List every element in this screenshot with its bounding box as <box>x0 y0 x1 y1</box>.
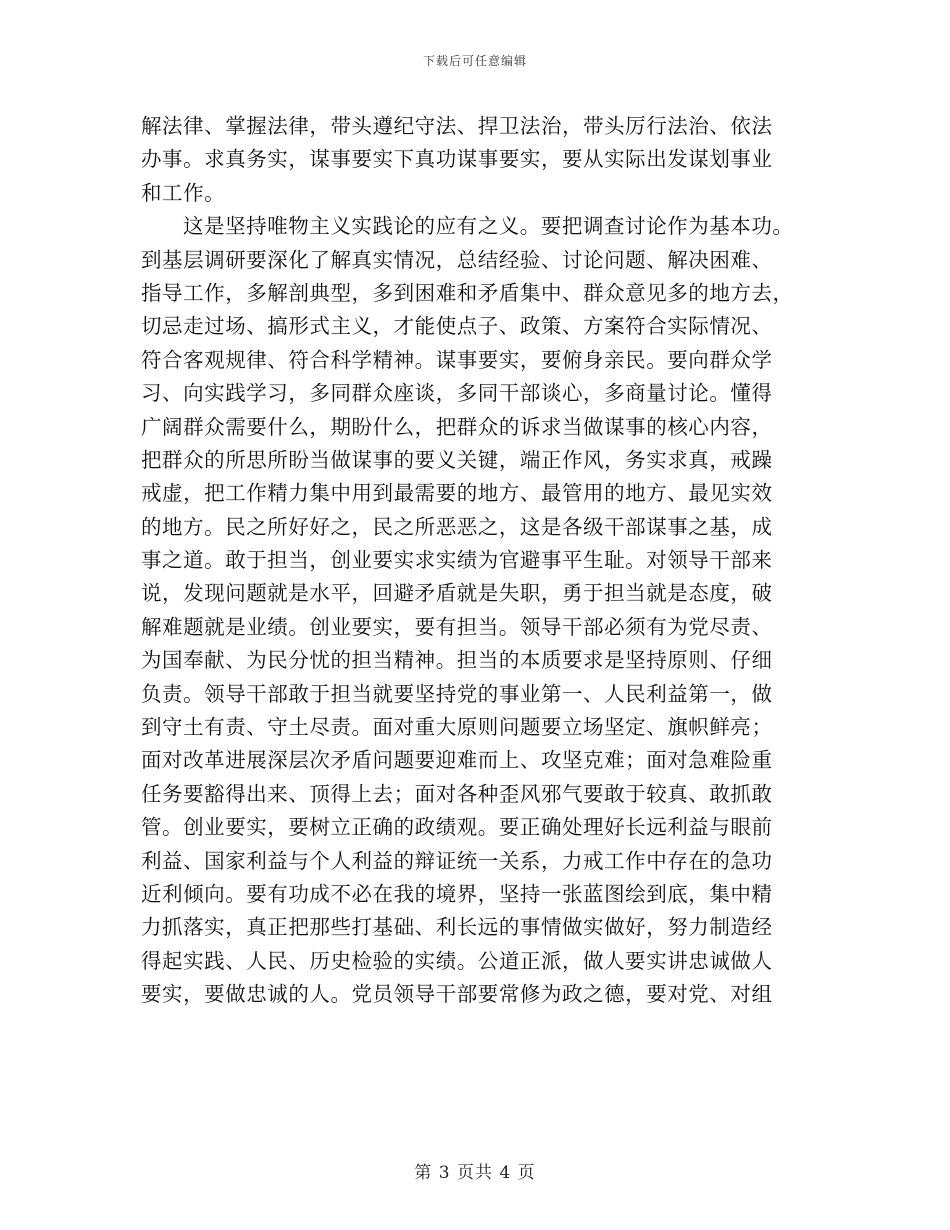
text-line: 事之道。敢于担当，创业要实求实绩为官避事平生耻。对领导干部来 <box>141 548 773 573</box>
text-line: 说，发现问题就是水平，回避矛盾就是失职，勇于担当就是态度，破 <box>141 581 773 606</box>
text-line: 到基层调研要深化了解真实情况，总结经验、讨论问题、解决困难、 <box>141 247 773 272</box>
text-line: 负责。领导干部敢于担当就要坚持党的事业第一、人民利益第一，做 <box>141 681 773 706</box>
text-line: 为国奉献、为民分忧的担当精神。担当的本质要求是坚持原则、仔细 <box>141 648 773 673</box>
page-header: 下载后可任意编辑 <box>422 54 527 68</box>
text-line: 到守土有责、守土尽责。面对重大原则问题要立场坚定、旗帜鲜亮； <box>141 715 773 740</box>
text-line: 广阔群众需要什么，期盼什么，把群众的诉求当做谋事的核心内容， <box>141 414 773 439</box>
text-line: 要实，要做忠诚的人。党员领导干部要常修为政之德，要对党、对组 <box>141 982 773 1007</box>
text-line: 近利倾向。要有功成不必在我的境界，坚持一张蓝图绘到底，集中精 <box>141 881 773 906</box>
text-line: 解法律、掌握法律，带头遵纪守法、捍卫法治，带头厉行法治、依法 <box>141 114 773 138</box>
text-line: 和工作。 <box>141 180 226 205</box>
text-line: 管。创业要实，要树立正确的政绩观。要正确处理好长远利益与眼前 <box>141 815 773 840</box>
text-line: 符合客观规律、符合科学精神。谋事要实，要俯身亲民。要向群众学 <box>141 347 773 372</box>
body-text <box>141 110 813 1012</box>
page-number-footer: 第 3 页共 4 页 <box>414 1163 536 1183</box>
text-line: 利益、国家利益与个人利益的辩证统一关系，力戒工作中存在的急功 <box>141 848 773 873</box>
text-line: 戒虚，把工作精力集中用到最需要的地方、最管用的地方、最见实效 <box>141 481 773 506</box>
text-line: 力抓落实，真正把那些打基础、利长远的事情做实做好，努力制造经 <box>141 915 773 940</box>
text-line: 指导工作，多解剖典型，多到困难和矛盾集中、群众意见多的地方去， <box>141 280 794 305</box>
text-line: 的地方。民之所好好之，民之所恶恶之，这是各级干部谋事之基，成 <box>141 514 773 539</box>
text-line: 任务要豁得出来、顶得上去；面对各种歪风邪气要敢于较真、敢抓敢 <box>141 781 773 806</box>
text-line: 得起实践、人民、历史检验的实绩。公道正派，做人要实讲忠诚做人 <box>141 948 773 973</box>
paragraph-start-line: 这是坚持唯物主义实践论的应有之义。要把调查讨论作为基本功。 <box>183 214 794 239</box>
text-line: 切忌走过场、搞形式主义，才能使点子、政策、方案符合实际情况、 <box>141 314 773 339</box>
text-line: 面对改革进展深层次矛盾问题要迎难而上、攻坚克难；面对急难险重 <box>141 748 773 773</box>
text-line: 把群众的所思所盼当做谋事的要义关键，端正作风，务实求真，戒躁 <box>141 447 773 472</box>
text-line: 解难题就是业绩。创业要实，要有担当。领导干部必须有为党尽责、 <box>141 614 773 639</box>
text-line: 办事。求真务实，谋事要实下真功谋事要实，要从实际出发谋划事业 <box>141 147 773 172</box>
text-line: 习、向实践学习，多同群众座谈，多同干部谈心，多商量讨论。懂得 <box>141 381 773 406</box>
